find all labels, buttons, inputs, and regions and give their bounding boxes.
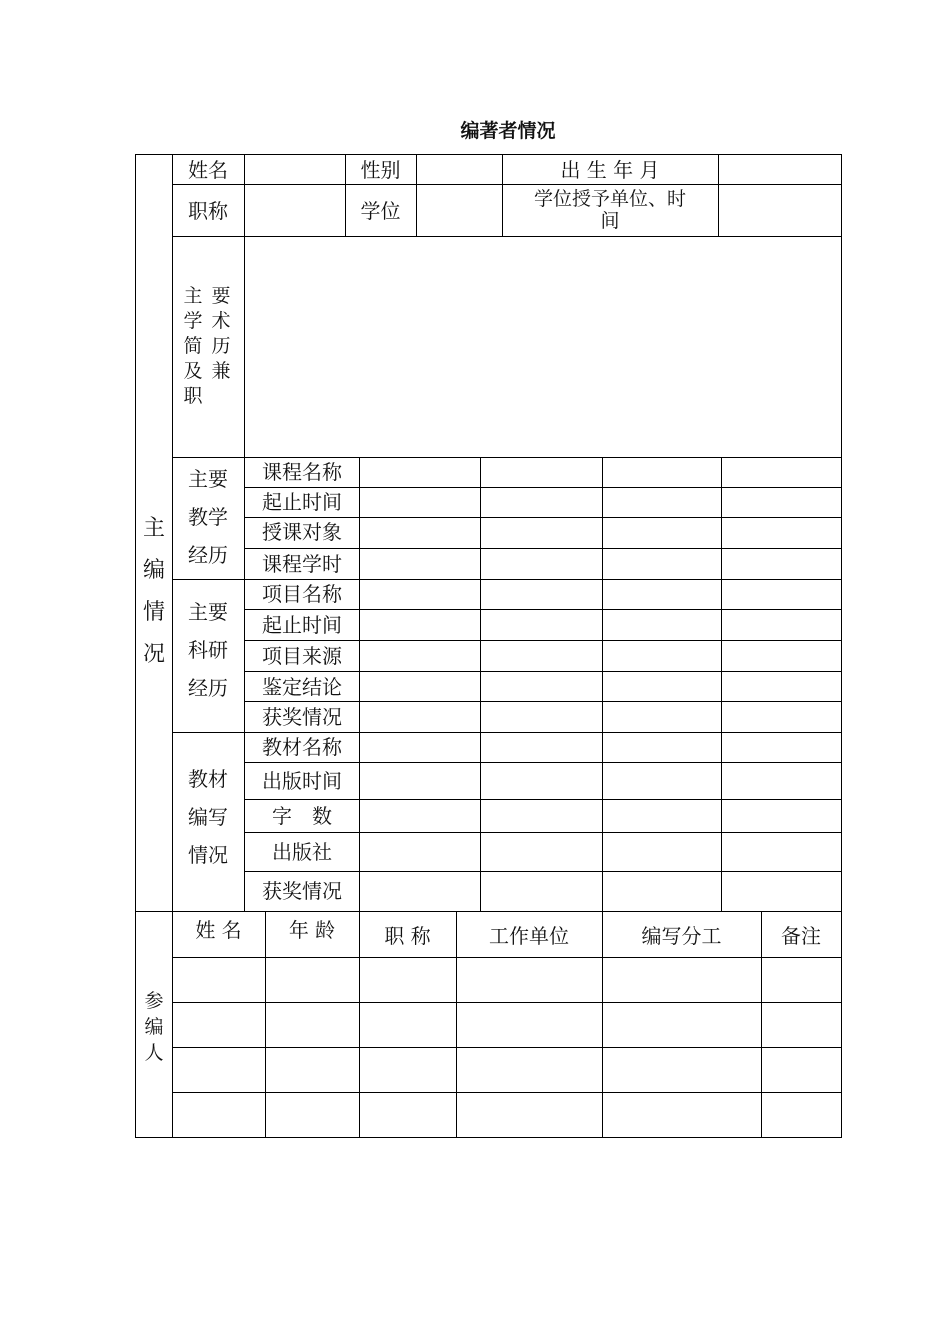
academic-resume-label: 主 要 学 术 简 历 及 兼 职 — [183, 285, 231, 407]
birth-date-label: 出 生 年 月 — [560, 158, 660, 182]
degree-unit-label: 学位授予单位、时 间 — [533, 188, 686, 232]
participant-workplace-header: 工作单位 — [489, 924, 569, 948]
author-info-table — [135, 154, 842, 1138]
gender-label: 性别 — [360, 158, 401, 182]
textbook-writing-label: 教材 编写 情况 — [188, 767, 228, 867]
research-row-label: 项目来源 — [262, 644, 342, 668]
title-label: 职称 — [188, 199, 228, 223]
participant-age-header: 年 龄 — [288, 918, 336, 942]
degree-label: 学位 — [360, 199, 401, 223]
research-row-label: 项目名称 — [262, 582, 342, 606]
research-row-label: 起止时间 — [262, 613, 342, 637]
chief-editor-section-label: 主 编 情 况 — [142, 516, 165, 667]
textbook-row-label: 获奖情况 — [262, 879, 342, 903]
research-row-label: 获奖情况 — [262, 705, 342, 729]
document-title: 编著者情况 — [460, 120, 556, 142]
textbook-row-label: 教材名称 — [262, 735, 342, 759]
textbook-row-label: 出版时间 — [262, 769, 342, 793]
participant-title-header: 职 称 — [384, 924, 431, 948]
participant-task-header: 编写分工 — [641, 924, 722, 948]
teaching-row-label: 起止时间 — [262, 490, 342, 514]
teaching-experience-label: 主要 教学 经历 — [188, 467, 228, 567]
research-row-label: 鉴定结论 — [262, 675, 342, 699]
teaching-row-label: 课程名称 — [262, 460, 342, 484]
participant-remarks-header: 备注 — [781, 924, 821, 948]
co-editors-section-label: 参 编 人 — [144, 990, 164, 1064]
research-experience-label: 主要 科研 经历 — [188, 600, 228, 700]
teaching-row-label: 课程学时 — [262, 552, 342, 576]
name-label: 姓名 — [188, 158, 228, 182]
textbook-row-label: 字 数 — [272, 804, 332, 828]
textbook-row-label: 出版社 — [272, 840, 332, 864]
teaching-row-label: 授课对象 — [262, 520, 342, 544]
participant-name-header: 姓 名 — [195, 918, 242, 942]
